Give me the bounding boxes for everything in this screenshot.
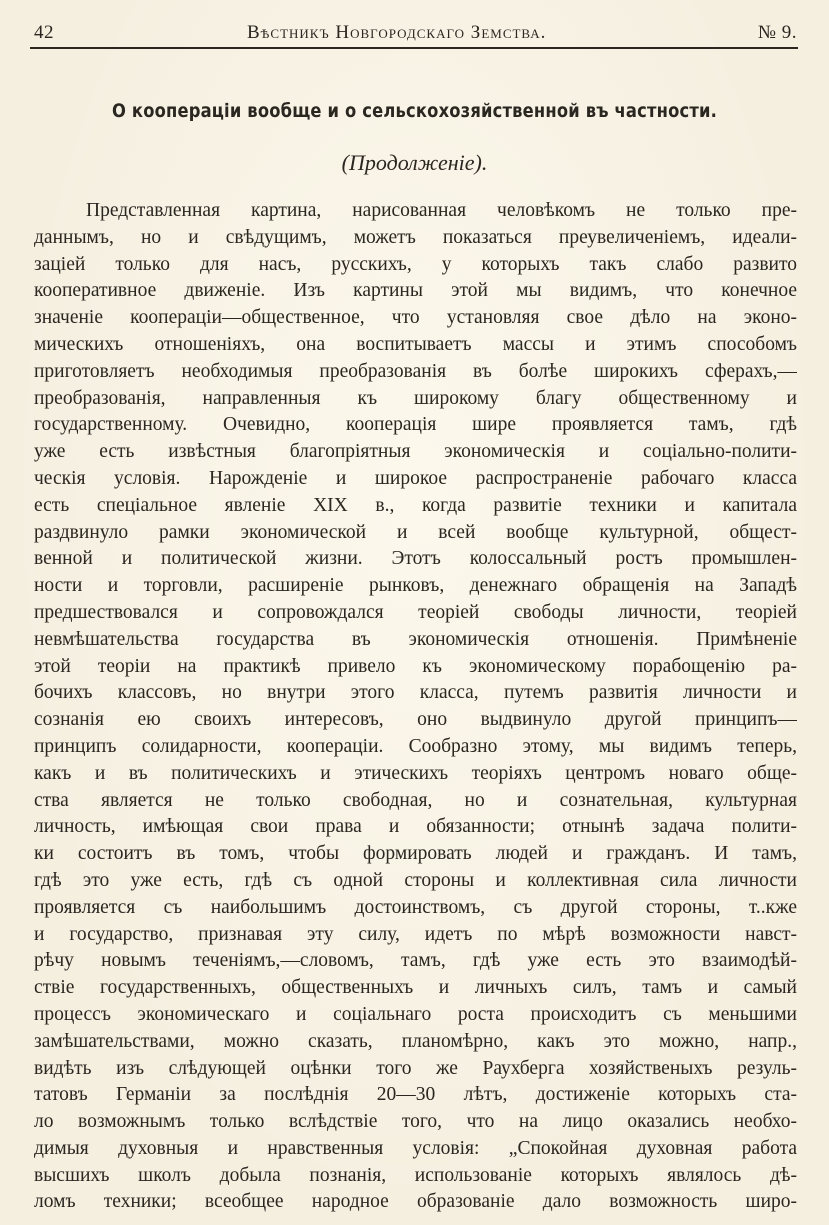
text-line: рѣчу новымъ теченіямъ,—словомъ, тамъ, гдѣ уже есть это взаимодѣй- xyxy=(34,950,797,972)
text-line: ломъ техники; всеобщее народное образованіе дало возможность широ- xyxy=(34,1191,797,1213)
text-line: димыя духовныя и нравственныя условія: „Спокойная духовная работа xyxy=(34,1137,797,1159)
page-number: 42 xyxy=(34,22,54,43)
text-line: есть спеціальное явленіе XIX в., когда развитіе техники и капитала xyxy=(34,494,797,516)
text-line: венной и политической жизни. Этотъ колоссальный ростъ промышлен- xyxy=(34,548,797,570)
article-body xyxy=(34,198,797,1216)
text-line: замѣшательствами, можно сказать, планомѣрно, какъ это можно, напр., xyxy=(34,1030,797,1052)
text-line: ства является не только свободная, но и сознательная, культурная xyxy=(34,789,797,811)
text-line: государственному. Очевидно, кооперація шире проявляется тамъ, гдѣ xyxy=(34,414,797,436)
text-line: заціей только для насъ, русскихъ, у которыхъ такъ слабо развито xyxy=(34,253,797,275)
text-line: процессъ экономическаго и соціальнаго роста происходитъ съ меньшими xyxy=(34,1003,797,1025)
article-title: О коопераціи вообще и о сельскохозяйственной въ частности. xyxy=(112,100,717,122)
text-line: высшихъ школъ добыла познанія, использованіе которыхъ являлось дѣ- xyxy=(34,1164,797,1186)
text-line: какъ и въ политическихъ и этическихъ теоріяхъ центромъ новаго обще- xyxy=(34,762,797,784)
text-line: ло возможнымъ только вслѣдствіе того, что на лицо оказались необхо- xyxy=(34,1111,797,1133)
text-line: ческія условія. Нарожденіе и широкое распространеніе рабочаго класса xyxy=(34,467,797,489)
issue-number: № 9. xyxy=(757,22,797,43)
text-line: предшествовался и сопровождался теоріей свободы личности, теоріей xyxy=(34,601,797,623)
text-line: и государство, признавая эту силу, идетъ по мѣрѣ возможности навст- xyxy=(34,923,797,945)
text-line: невмѣшательства государства въ экономическія отношенія. Примѣненіе xyxy=(34,628,797,650)
text-line: проявляется съ наибольшимъ достоинствомъ, съ другой стороны, т..кже xyxy=(34,896,797,918)
text-line: приготовляетъ необходимыя преобразованія въ болѣе широкихъ сферахъ,— xyxy=(34,360,797,382)
header-divider xyxy=(30,47,798,49)
text-line: ствіе государственныхъ, общественныхъ и личныхъ силъ, тамъ и самый xyxy=(34,977,797,999)
text-line: уже есть извѣстныя благопріятныя экономическія и соціально-полити- xyxy=(34,441,797,463)
text-line: бочихъ классовъ, но внутри этого класса, путемъ развитія личности и xyxy=(34,682,797,704)
text-line: значеніе коопераціи—общественное, что установляя свое дѣло на эконо- xyxy=(34,307,797,329)
text-line: кооперативное движеніе. Изъ картины этой мы видимъ, что конечное xyxy=(34,280,797,302)
text-line: Представленная картина, нарисованная человѣкомъ не только пре- xyxy=(86,200,797,221)
text-line: ности и торговли, расширеніе рынковъ, денежнаго обращенія на Западѣ xyxy=(34,575,797,597)
text-line: гдѣ это уже есть, гдѣ съ одной стороны и коллективная сила личности xyxy=(34,869,797,891)
article-subtitle: (Продолженіе). xyxy=(341,150,488,175)
text-line: сознанія ею своихъ интересовъ, оно выдвинуло другой принципъ— xyxy=(34,709,797,731)
text-line: преобразованія, направленныя къ широкому благу общественному и xyxy=(34,387,797,409)
text-line: мическихъ отношеніяхъ, она воспитываетъ массы и этимъ способомъ xyxy=(34,333,797,355)
text-line: этой теоріи на практикѣ привело къ экономическому порабощенію ра- xyxy=(34,655,797,677)
text-line: татовъ Германіи за послѣднія 20—30 лѣтъ, достиженіе которыхъ ста- xyxy=(34,1084,797,1106)
text-line: видѣть изъ слѣдующей оцѣнки того же Раухберга хозяйственыхъ резуль- xyxy=(34,1057,797,1079)
text-line: ки состоитъ въ томъ, чтобы формировать людей и гражданъ. И тамъ, xyxy=(34,843,797,865)
journal-title: Вѣстникъ Новгородскаго Земства. xyxy=(247,22,547,43)
page-header xyxy=(32,16,797,50)
text-line: принципъ солидарности, коопераціи. Сообразно этому, мы видимъ теперь, xyxy=(34,735,797,757)
text-line: даннымъ, но и свѣдущимъ, можетъ показаться преувеличеніемъ, идеали- xyxy=(34,226,797,248)
text-line: раздвинуло рамки экономической и всей вообще культурной, общест- xyxy=(34,521,797,543)
text-line: личность, имѣющая свои права и обязанности; отнынѣ задача полити- xyxy=(34,816,797,838)
